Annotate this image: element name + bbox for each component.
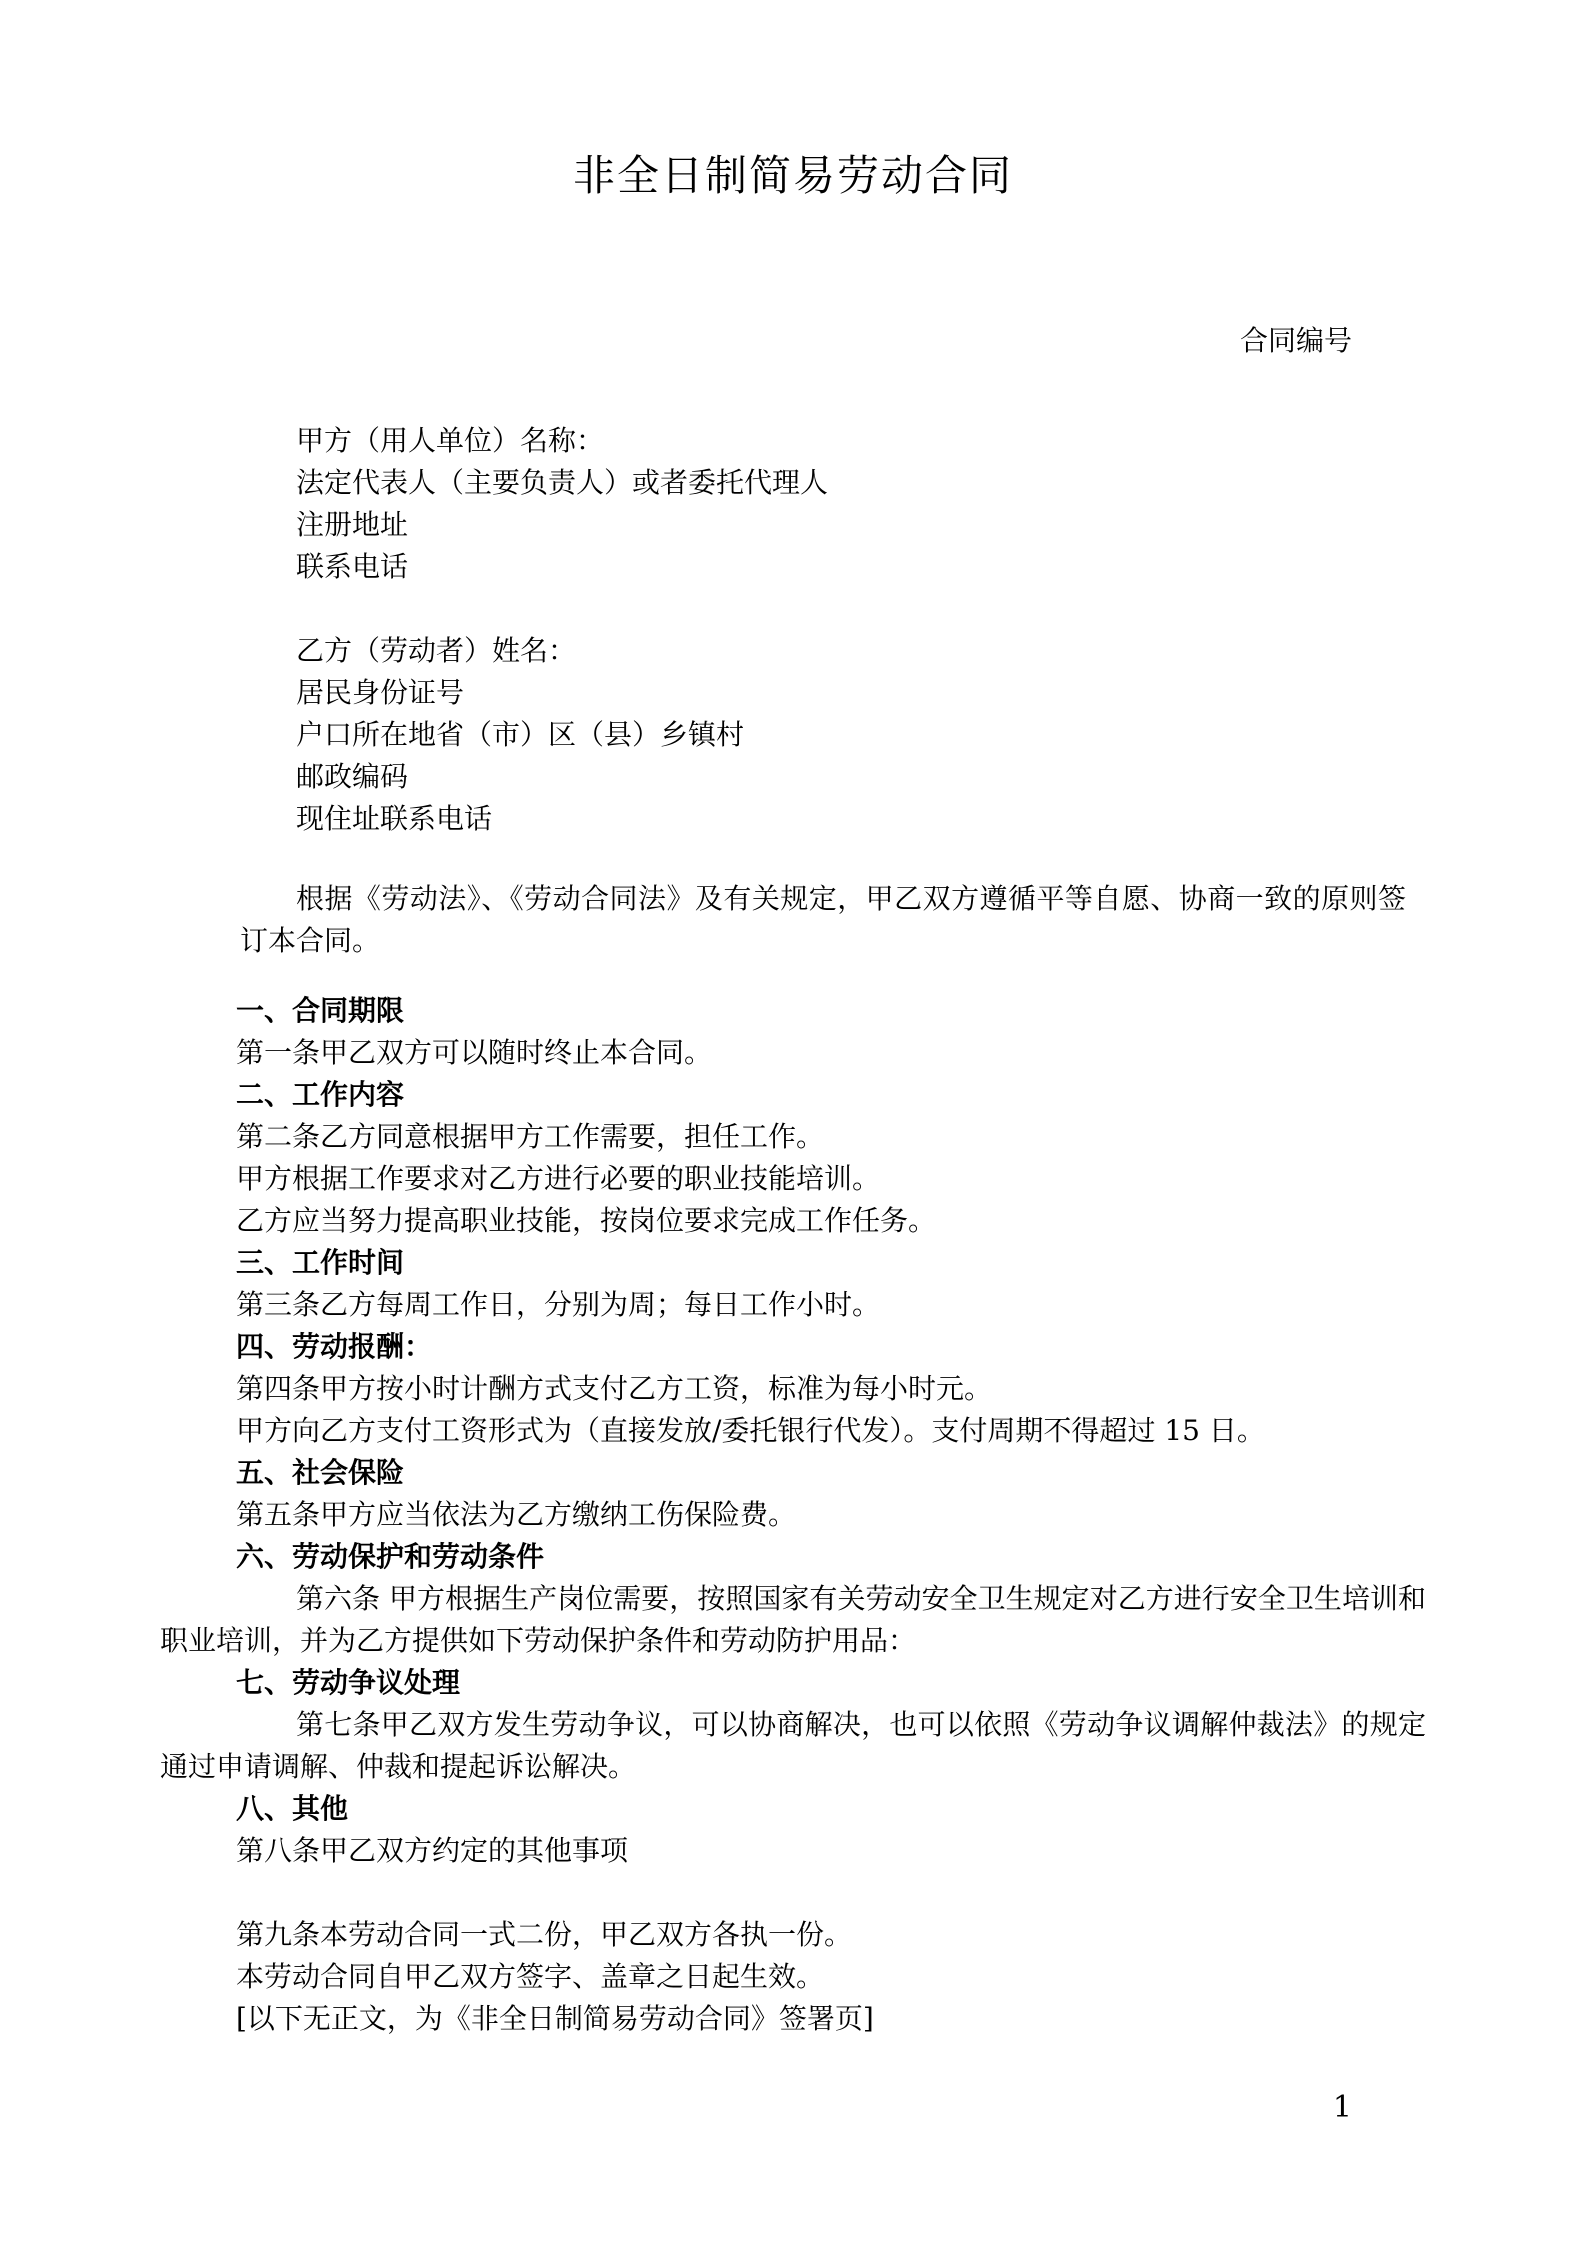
contract-clause-line: 第六条 甲方根据生产岗位需要，按照国家有关劳动安全卫生规定对乙方进行安全卫生培训和职业培训，并为乙方提供如下劳动保护条件和劳动防护用品： [160,1582,1426,1657]
contract-clause-line: 乙方应当努力提高职业技能，按岗位要求完成工作任务。 [236,1204,937,1237]
contract-clause-line: 三、工作时间 [236,1246,405,1279]
contract-clause-line: 第八条甲乙双方约定的其他事项 [236,1834,629,1867]
party-a-line: 甲方（用人单位）名称： [296,424,605,457]
contract-clause-line: 八、其他 [236,1792,349,1825]
contract-number-label: 合同编号 [1239,324,1352,357]
contract-clause-line: 六、劳动保护和劳动条件 [236,1540,545,1573]
contract-clause-line: 第七条甲乙双方发生劳动争议，可以协商解决，也可以依照《劳动争议调解仲裁法》的规定通过申请调解、仲裁和提起诉讼解决。 [160,1708,1426,1783]
document-title: 非全日制简易劳动合同 [572,151,1013,200]
contract-clause-line: 第一条甲乙双方可以随时终止本合同。 [236,1036,713,1069]
contract-clause-line: 七、劳动争议处理 [236,1666,461,1699]
contract-clause-line: 第五条甲方应当依法为乙方缴纳工伤保险费。 [236,1498,797,1531]
intro-paragraph: 根据《劳动法》、《劳动合同法》及有关规定，甲乙双方遵循平等自愿、协商一致的原则签订本合同。 [240,882,1406,957]
party-b-line: 乙方（劳动者）姓名： [296,634,577,667]
party-b-block [0,630,1586,840]
contract-clause-line: [以下无正文，为《非全日制简易劳动合同》签署页] [236,2002,874,2035]
party-a-block [0,420,1586,588]
contract-clause-line: 一、合同期限 [236,994,405,1027]
party-b-line: 现住址联系电话 [296,802,493,835]
party-a-line: 联系电话 [296,550,409,583]
contract-clause-line: 第九条本劳动合同一式二份，甲乙双方各执一份。 [236,1918,853,1951]
contract-clause-line: 五、社会保险 [236,1456,405,1489]
contract-clause-line: 第四条甲方按小时计酬方式支付乙方工资，标准为每小时元。 [236,1372,993,1405]
party-a-line: 法定代表人（主要负责人）或者委托代理人 [296,466,829,499]
contract-clause-line: 甲方根据工作要求对乙方进行必要的职业技能培训。 [236,1162,881,1195]
page-number: 1 [1332,2090,1352,2125]
contract-clause-line: 二、工作内容 [236,1078,405,1111]
contract-clause-line: 四、劳动报酬： [236,1330,433,1363]
contract-body [0,990,1586,2040]
contract-clause-line: 甲方向乙方支付工资形式为（直接发放/委托银行代发）。支付周期不得超过 15 日。 [236,1414,1265,1447]
contract-clause-line: 本劳动合同自甲乙双方签字、盖章之日起生效。 [236,1960,825,1993]
party-b-line: 居民身份证号 [296,676,465,709]
party-a-line: 注册地址 [296,508,409,541]
contract-clause-line: 第三条乙方每周工作日，分别为周；每日工作小时。 [236,1288,881,1321]
party-b-line: 户口所在地省（市）区（县）乡镇村 [296,718,745,751]
party-b-line: 邮政编码 [296,760,409,793]
contract-clause-line: 第二条乙方同意根据甲方工作需要，担任工作。 [236,1120,825,1153]
